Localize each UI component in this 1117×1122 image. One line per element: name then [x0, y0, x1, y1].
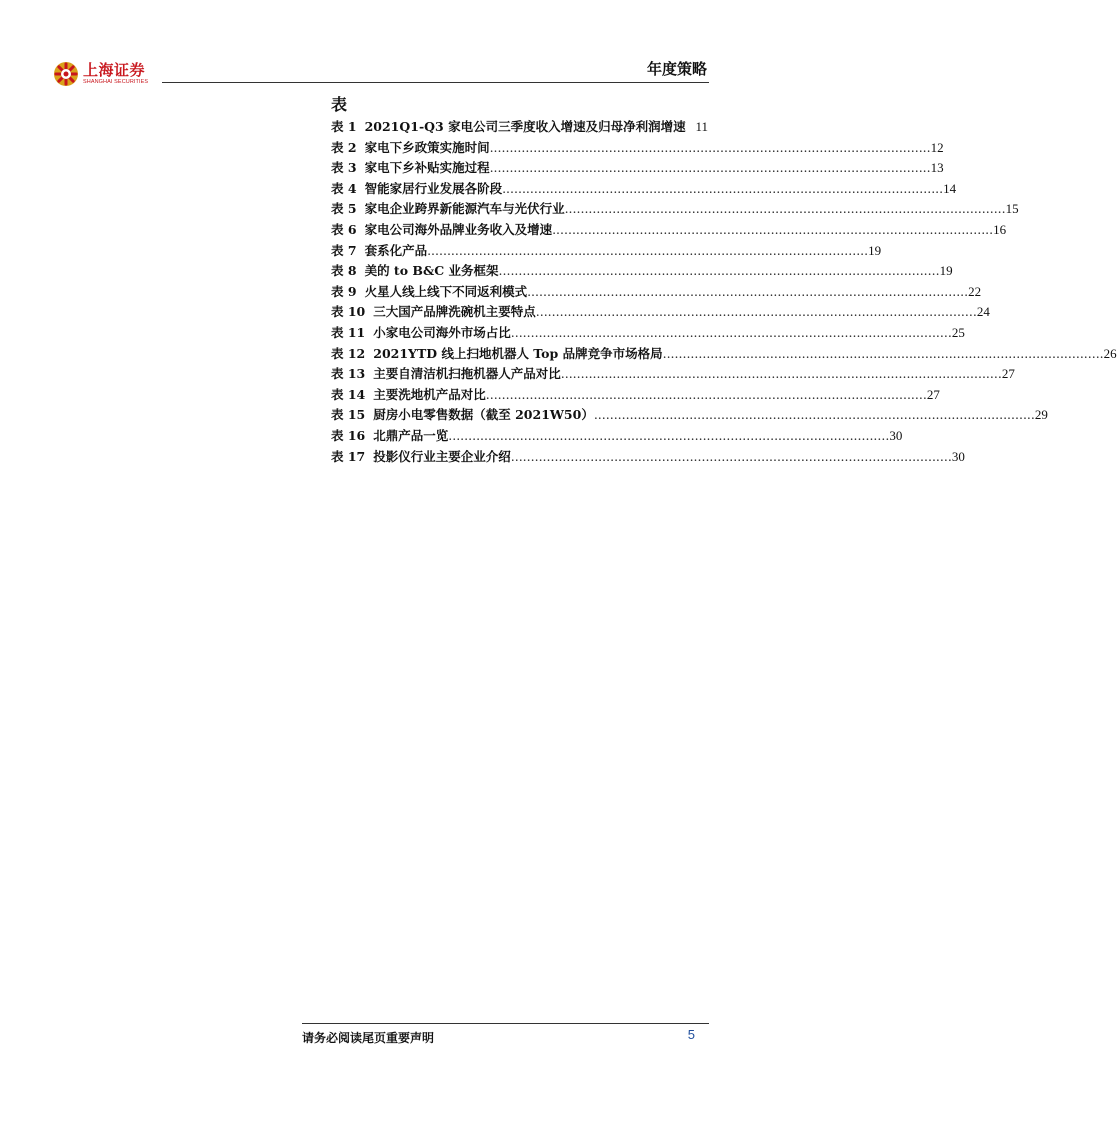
toc-leader-dots: ............................................................................................................... [535, 304, 977, 320]
toc-item-label: 家电下乡政策实施时间 [364, 139, 490, 155]
toc-item-label: 套系化产品 [364, 242, 428, 258]
toc-item[interactable] [331, 158, 944, 179]
toc-item-page: 19 [868, 242, 882, 258]
toc-item-page: 15 [1005, 201, 1019, 217]
toc-item-number: 表 1 [331, 119, 357, 134]
toc-item-label: 小家电公司海外市场占比 [373, 324, 511, 340]
toc-item-label: 美的 to B&C 业务框架 [364, 263, 499, 279]
toc-item-label: 2021Q1-Q3 家电公司三季度收入增速及归母净利润增速 [364, 119, 686, 134]
toc-item-page: 25 [951, 324, 965, 340]
toc-leader-dots: ............................................................................................................... [560, 366, 1002, 382]
logo-english-name: SHANGHAI SECURITIES [83, 78, 149, 85]
toc-item-number: 表 6 [331, 221, 357, 237]
toc-item-page: 27 [926, 386, 940, 402]
toc-item-label: 主要洗地机产品对比 [373, 386, 486, 402]
toc-item[interactable] [331, 405, 1048, 426]
toc-leader-dots: ............................................................................................................... [593, 407, 1035, 423]
toc-item-page: 19 [939, 263, 953, 279]
toc-item[interactable] [331, 220, 1007, 241]
toc-item[interactable] [331, 241, 882, 262]
toc-item-page: 11 [695, 119, 708, 134]
toc-item[interactable] [331, 138, 944, 159]
toc-item-label: 家电下乡补贴实施过程 [364, 160, 490, 176]
table-of-tables [331, 95, 1117, 467]
toc-item-page: 22 [968, 283, 982, 299]
toc-leader-dots: ............................................................................................................... [510, 448, 952, 464]
shanghai-securities-emblem-icon [53, 61, 79, 87]
toc-item-number: 表 10 [331, 304, 366, 320]
toc-item[interactable] [331, 447, 965, 468]
toc-leader-dots: ............................................................................................................... [552, 221, 994, 237]
toc-item-number: 表 5 [331, 201, 357, 217]
toc-item[interactable] [331, 282, 982, 303]
logo-chinese-name: 上海证券 [83, 60, 146, 79]
toc-item-number: 表 16 [331, 427, 366, 443]
toc-leader-dots: ............................................................................................................... [489, 160, 931, 176]
toc-leader-dots: ............................................................................................................... [448, 427, 890, 443]
toc-item-number: 表 15 [331, 407, 366, 423]
toc-item[interactable] [331, 385, 940, 406]
toc-leader-dots: ............................................................................................................... [498, 263, 940, 279]
toc-item-page: 24 [976, 304, 990, 320]
toc-item-label: 北鼎产品一览 [373, 427, 449, 443]
toc-item[interactable] [331, 199, 1019, 220]
toc-leader-dots: ............................................................................................................... [510, 324, 952, 340]
toc-item-number: 表 12 [331, 345, 366, 361]
toc-heading: 表 [331, 95, 348, 114]
toc-item-label: 2021YTD 线上扫地机器人 Top 品牌竞争市场格局 [373, 345, 663, 361]
toc-item-number: 表 17 [331, 448, 366, 464]
toc-item-label: 家电公司海外品牌业务收入及增速 [364, 221, 553, 237]
toc-leader-dots: ............................................................................................................... [662, 345, 1104, 361]
toc-item-page: 14 [943, 180, 957, 196]
toc-item-number: 表 13 [331, 366, 366, 382]
toc-leader-dots: ............................................................................................................... [564, 201, 1006, 217]
toc-item-page: 30 [889, 427, 903, 443]
company-logo [53, 61, 148, 87]
disclaimer-note: 请务必阅读尾页重要声明 [302, 1031, 435, 1045]
toc-item-page: 27 [1001, 366, 1015, 382]
toc-leader-dots: ............................................................................................................... [502, 180, 944, 196]
report-type-title: 年度策略 [646, 60, 707, 78]
toc-item-label: 投影仪行业主要企业介绍 [373, 448, 511, 464]
toc-item-label: 智能家居行业发展各阶段 [364, 180, 503, 196]
toc-item-page: 30 [951, 448, 965, 464]
toc-leader-dots: ............................................................................................................... [527, 283, 969, 299]
toc-item-number: 表 11 [331, 324, 366, 340]
toc-leader-dots: ............................................................................................................... [485, 386, 927, 402]
toc-item[interactable] [331, 117, 708, 138]
toc-item-page: 26 [1103, 345, 1117, 361]
toc-item-label: 主要自清洁机扫拖机器人产品对比 [373, 366, 561, 382]
toc-item[interactable] [331, 179, 957, 200]
toc-item-number: 表 3 [331, 160, 357, 176]
toc-item-label: 三大国产品牌洗碗机主要特点 [373, 304, 536, 320]
toc-item-number: 表 9 [331, 283, 357, 299]
toc-item-page: 29 [1034, 407, 1048, 423]
toc-item[interactable] [331, 426, 903, 447]
toc-item-number: 表 7 [331, 242, 357, 258]
toc-item-number: 表 8 [331, 263, 357, 279]
toc-item-label: 厨房小电零售数据（截至 2021W50） [373, 407, 594, 423]
toc-item[interactable] [331, 261, 953, 282]
toc-item[interactable] [331, 323, 965, 344]
toc-item-label: 火星人线上线下不同返利模式 [364, 283, 528, 299]
toc-item[interactable] [331, 364, 1015, 385]
header-divider [162, 82, 709, 83]
toc-leader-dots: ............................................................................................................... [489, 139, 931, 155]
toc-item[interactable] [331, 344, 1117, 365]
toc-item-page: 13 [930, 160, 944, 176]
toc-item[interactable] [331, 302, 990, 323]
toc-leader-dots: ............................................................................................................... [427, 242, 869, 258]
toc-item-number: 表 4 [331, 180, 357, 196]
toc-item-page: 16 [993, 221, 1007, 237]
page-number: 5 [687, 1027, 695, 1042]
toc-item-number: 表 2 [331, 139, 357, 155]
toc-item-label: 家电企业跨界新能源汽车与光伏行业 [364, 201, 565, 217]
footer-divider [302, 1023, 709, 1024]
toc-item-page: 12 [930, 139, 944, 155]
toc-item-number: 表 14 [331, 386, 366, 402]
